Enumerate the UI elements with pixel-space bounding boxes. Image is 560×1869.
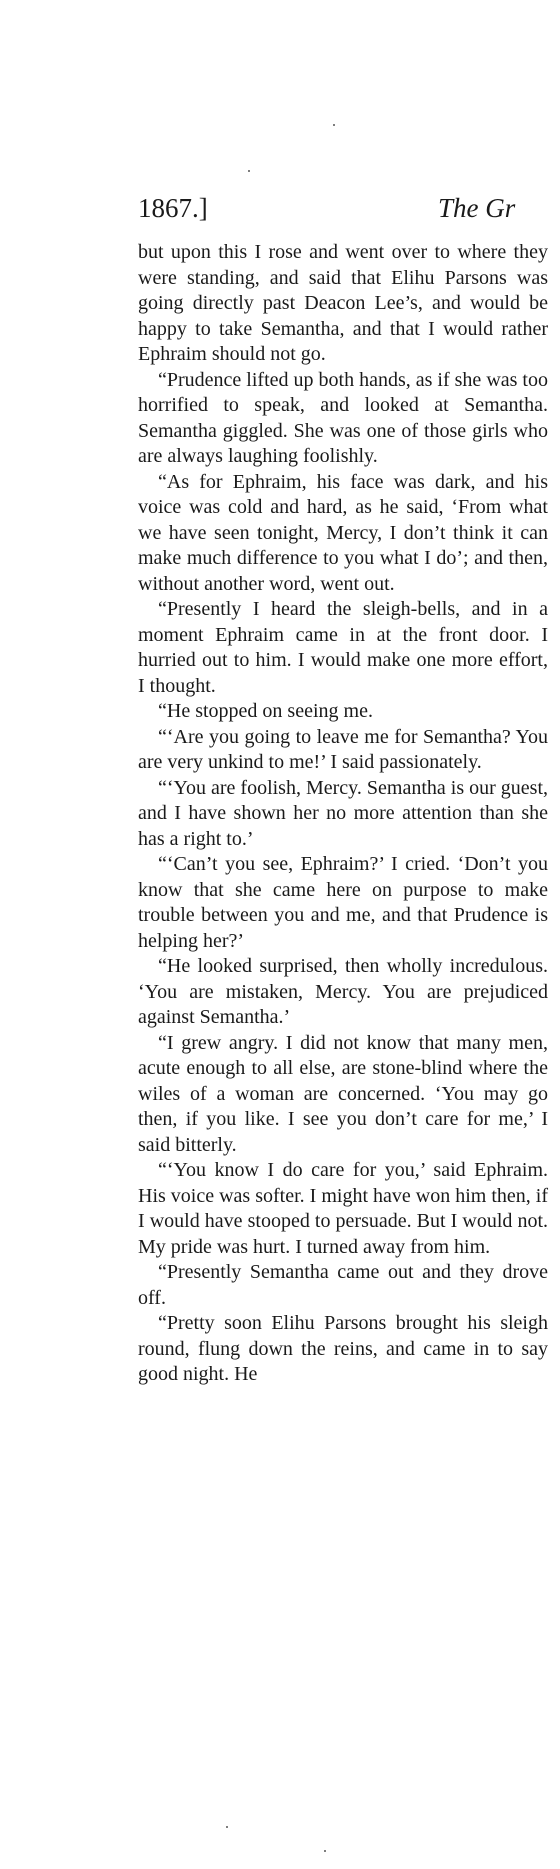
paragraph: “Prudence lifted up both hands, as if she was too horrified to speak, and looked at Semantha. Semantha giggled. She was one of those girls who are always laughing foolishly. bbox=[138, 368, 548, 467]
page-year: 1867.] bbox=[138, 193, 208, 223]
paragraph: “‘Are you going to leave me for Semantha? You are very unkind to me!’ I said passionately. bbox=[138, 725, 548, 773]
running-head bbox=[138, 188, 560, 228]
running-title: The Gr bbox=[438, 193, 516, 223]
paragraph: “I grew angry. I did not know that many men, acute enough to all else, are stone-blind where the wiles of a woman are concerned. ‘You may go then, if you like. I see you don’t care for me,’ I said bitterly. bbox=[138, 1031, 548, 1156]
paragraph: “He looked surprised, then wholly incredulous. ‘You are mistaken, Mercy. You are prejudiced against Semantha.’ bbox=[138, 955, 548, 1028]
print-speck bbox=[324, 1850, 326, 1852]
paragraph: but upon this I rose and went over to where they were standing, and said that Elihu Parsons was going directly past Deacon Lee’s, and would be happy to take Semantha, and that I would rather Ephraim should not go. bbox=[138, 241, 548, 365]
paragraph: “‘Can’t you see, Ephraim?’ I cried. ‘Don’t you know that she came here on purpose to make trouble between you and me, and that Prudence is helping her?’ bbox=[138, 853, 548, 952]
paragraph: “Presently Semantha came out and they drove off. bbox=[138, 1261, 548, 1309]
text-column bbox=[138, 240, 548, 1388]
paragraph: “‘You are foolish, Mercy. Semantha is our guest, and I have shown her no more attention than she has a right to.’ bbox=[138, 776, 548, 850]
paragraph: “He stopped on seeing me. bbox=[158, 700, 373, 722]
paragraph: “Pretty soon Elihu Parsons brought his sleigh round, flung down the reins, and came in to say good night. He bbox=[138, 1312, 548, 1385]
paragraph: “‘You know I do care for you,’ said Ephraim. His voice was softer. I might have won him then, if I would have stooped to persuade. But I would not. My pride was hurt. I turned away from him. bbox=[138, 1159, 548, 1258]
print-speck bbox=[226, 1826, 228, 1828]
paragraph: “Presently I heard the sleigh-bells, and in a moment Ephraim came in at the front door. I hurried out to him. I would make one more effort, I thought. bbox=[138, 598, 548, 697]
print-speck bbox=[248, 170, 250, 172]
print-speck bbox=[333, 124, 335, 126]
paragraph: “As for Ephraim, his face was dark, and his voice was cold and hard, as he said, ‘From what we have seen tonight, Mercy, I don’t think it can make much difference to you what I do’; and then, without another word, went out. bbox=[138, 470, 548, 595]
